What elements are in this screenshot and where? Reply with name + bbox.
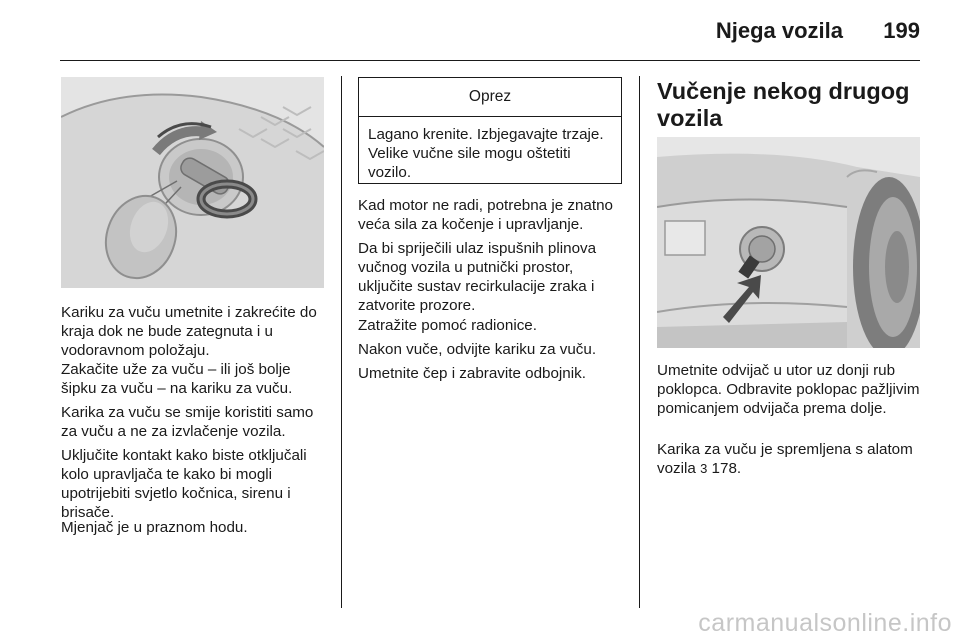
caution-text: Lagano krenite. Izbjegavajte trzaje. Velike vučne sile mogu oštetiti vozilo. [368,126,604,181]
page-number: 199 [883,18,920,43]
middle-paragraph-1: Kad motor ne radi, potrebna je znatno veća sila za kočenje i upravljanje. [358,197,613,233]
section-title: Njega vozila [715,18,843,43]
right-paragraph-1: Umetnite odvijač u utor uz donji rub poklopca. Odbravite poklopac pažljivim pomicanjem odvijača prema dolje. [657,362,920,417]
right-paragraph-2 [657,440,927,478]
middle-paragraph-5: Umetnite čep i zabravite odbojnik. [358,365,586,382]
left-paragraph-3: Karika za vuču se smije koristiti samo za vuču a ne za izvlačenje vozila. [61,404,314,440]
caution-title: Oprez [359,78,621,117]
tow-eye-illustration [61,77,324,288]
middle-paragraph-2: Da bi spriječili ulaz ispušnih plinova vučnog vozila u putnički prostor, uključite sustav recirkulacije zraka i zatvorite prozore. [358,240,597,314]
watermark: carmanualsonline.info [698,609,952,637]
page-reference-icon: 3 [700,461,708,476]
middle-paragraph-3: Zatražite pomoć radionice. [358,317,537,334]
left-paragraph-1: Kariku za vuču umetnite i zakrećite do kraja dok ne bude zategnuta i u vodoravnom položaju. [61,304,317,359]
middle-paragraph-4: Nakon vuče, odvijte kariku za vuču. [358,341,597,358]
header-rule [60,60,920,61]
caution-box [358,77,622,184]
left-paragraph-5: Mjenjač je u praznom hodu. [61,519,248,536]
left-paragraph-2: Zakačite uže za vuču – ili još bolje šipku za vuču – na kariku za vuču. [61,361,293,397]
column-divider-1 [341,76,342,608]
left-paragraph-4: Uključite kontakt kako biste otključali kolo upravljača te kako bi mogli upotrijebiti svjetlo kočnica, sirenu i brisače. [61,447,307,521]
rear-bumper-illustration [657,137,920,348]
column-divider-2 [639,76,640,608]
section-heading: Vučenje nekog drugog vozila [657,78,910,131]
right-paragraph-2-text: Karika za vuču je spremljena s alatom vozila [657,441,913,477]
page-header [0,0,960,62]
page-reference-link[interactable]: 178. [711,460,742,477]
